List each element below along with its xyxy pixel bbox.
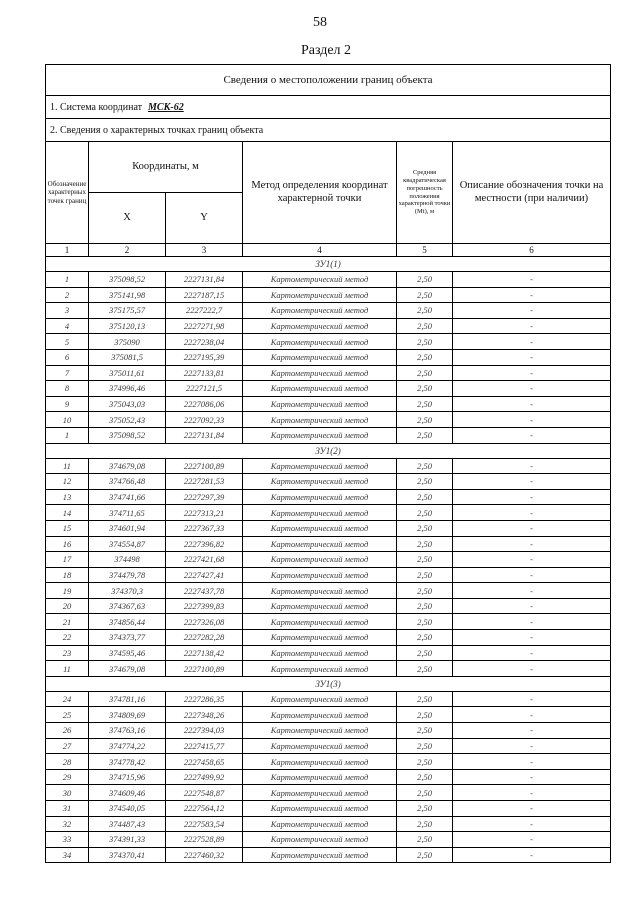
point-description: - xyxy=(453,458,611,474)
point-number: 11 xyxy=(46,661,89,677)
point-accuracy: 2,50 xyxy=(397,583,453,599)
point-x: 374498 xyxy=(89,552,166,568)
point-y: 2227437,78 xyxy=(166,583,243,599)
table-row xyxy=(46,381,611,397)
point-x: 374487,43 xyxy=(89,816,166,832)
point-method: Картометрический метод xyxy=(243,489,397,505)
table-row xyxy=(46,598,611,614)
point-number: 15 xyxy=(46,520,89,536)
point-y: 2227100,89 xyxy=(166,661,243,677)
coord-system-row xyxy=(46,96,611,119)
parcel-group-row xyxy=(46,443,611,458)
point-y: 2227394,03 xyxy=(166,723,243,739)
point-y: 2227100,89 xyxy=(166,458,243,474)
point-number: 12 xyxy=(46,474,89,490)
point-y: 2227499,92 xyxy=(166,769,243,785)
point-accuracy: 2,50 xyxy=(397,645,453,661)
point-method: Картометрический метод xyxy=(243,816,397,832)
point-x: 374774,22 xyxy=(89,738,166,754)
parcel-group-name: ЗУ1(3) xyxy=(46,676,611,691)
point-x: 374766,48 xyxy=(89,474,166,490)
point-y: 2227195,39 xyxy=(166,349,243,365)
point-accuracy: 2,50 xyxy=(397,832,453,848)
point-x: 374781,16 xyxy=(89,691,166,707)
point-accuracy: 2,50 xyxy=(397,754,453,770)
table-row xyxy=(46,707,611,723)
point-y: 2227086,06 xyxy=(166,396,243,412)
table-row xyxy=(46,318,611,334)
header-designation: Обозначение характерных точек границ xyxy=(46,142,89,244)
point-method: Картометрический метод xyxy=(243,769,397,785)
point-accuracy: 2,50 xyxy=(397,505,453,521)
point-method: Картометрический метод xyxy=(243,474,397,490)
point-description: - xyxy=(453,474,611,490)
point-description: - xyxy=(453,614,611,630)
page-number: 58 xyxy=(313,15,327,30)
column-number: 6 xyxy=(453,244,611,257)
point-x: 375098,52 xyxy=(89,272,166,288)
point-number: 4 xyxy=(46,318,89,334)
point-description: - xyxy=(453,427,611,443)
table-row xyxy=(46,614,611,630)
point-x: 374367,63 xyxy=(89,598,166,614)
point-description: - xyxy=(453,536,611,552)
points-heading: 2. Сведения о характерных точках границ объекта xyxy=(46,119,611,142)
table-row xyxy=(46,645,611,661)
table-row xyxy=(46,847,611,863)
point-number: 1 xyxy=(46,272,89,288)
point-y: 2227528,89 xyxy=(166,832,243,848)
point-x: 374595,46 xyxy=(89,645,166,661)
table-row xyxy=(46,583,611,599)
point-accuracy: 2,50 xyxy=(397,847,453,863)
point-method: Картометрический метод xyxy=(243,691,397,707)
point-accuracy: 2,50 xyxy=(397,552,453,568)
point-number: 6 xyxy=(46,349,89,365)
table-title: Сведения о местоположении границ объекта xyxy=(46,65,611,96)
table-row xyxy=(46,801,611,817)
point-x: 375141,98 xyxy=(89,287,166,303)
point-accuracy: 2,50 xyxy=(397,520,453,536)
point-description: - xyxy=(453,318,611,334)
point-description: - xyxy=(453,738,611,754)
table-row xyxy=(46,661,611,677)
table-row xyxy=(46,505,611,521)
point-accuracy: 2,50 xyxy=(397,707,453,723)
point-accuracy: 2,50 xyxy=(397,769,453,785)
table-row xyxy=(46,303,611,319)
point-accuracy: 2,50 xyxy=(397,287,453,303)
point-description: - xyxy=(453,816,611,832)
point-method: Картометрический метод xyxy=(243,567,397,583)
point-accuracy: 2,50 xyxy=(397,365,453,381)
point-accuracy: 2,50 xyxy=(397,396,453,412)
point-description: - xyxy=(453,412,611,428)
point-y: 2227367,33 xyxy=(166,520,243,536)
point-number: 3 xyxy=(46,303,89,319)
point-accuracy: 2,50 xyxy=(397,598,453,614)
coord-system-label: 1. Система координат xyxy=(50,101,143,113)
point-y: 2227458,65 xyxy=(166,754,243,770)
point-method: Картометрический метод xyxy=(243,458,397,474)
point-x: 374715,96 xyxy=(89,769,166,785)
point-x: 374609,46 xyxy=(89,785,166,801)
point-number: 8 xyxy=(46,381,89,397)
point-method: Картометрический метод xyxy=(243,630,397,646)
point-x: 374741,66 xyxy=(89,489,166,505)
point-x: 374370,41 xyxy=(89,847,166,863)
point-x: 375052,43 xyxy=(89,412,166,428)
point-method: Картометрический метод xyxy=(243,427,397,443)
point-y: 2227187,15 xyxy=(166,287,243,303)
point-y: 2227121,5 xyxy=(166,381,243,397)
table-row xyxy=(46,489,611,505)
point-description: - xyxy=(453,691,611,707)
point-x: 375081,5 xyxy=(89,349,166,365)
point-method: Картометрический метод xyxy=(243,412,397,428)
point-number: 9 xyxy=(46,396,89,412)
point-method: Картометрический метод xyxy=(243,287,397,303)
point-y: 2227396,82 xyxy=(166,536,243,552)
column-number: 4 xyxy=(243,244,397,257)
point-method: Картометрический метод xyxy=(243,785,397,801)
point-y: 2227131,84 xyxy=(166,427,243,443)
point-x: 374809,69 xyxy=(89,707,166,723)
header-accuracy: Средняя квадратическая погрешность положения характерной точки (Mt), м xyxy=(397,142,453,244)
point-y: 2227583,54 xyxy=(166,816,243,832)
point-description: - xyxy=(453,365,611,381)
point-accuracy: 2,50 xyxy=(397,816,453,832)
point-y: 2227281,53 xyxy=(166,474,243,490)
point-accuracy: 2,50 xyxy=(397,303,453,319)
point-y: 2227326,08 xyxy=(166,614,243,630)
table-row xyxy=(46,738,611,754)
point-accuracy: 2,50 xyxy=(397,691,453,707)
point-description: - xyxy=(453,505,611,521)
table-row xyxy=(46,552,611,568)
point-x: 375175,57 xyxy=(89,303,166,319)
point-method: Картометрический метод xyxy=(243,661,397,677)
table-row xyxy=(46,567,611,583)
point-method: Картометрический метод xyxy=(243,707,397,723)
point-y: 2227348,26 xyxy=(166,707,243,723)
point-number: 29 xyxy=(46,769,89,785)
parcel-group-name: ЗУ1(2) xyxy=(46,443,611,458)
table-row xyxy=(46,272,611,288)
point-method: Картометрический метод xyxy=(243,520,397,536)
point-description: - xyxy=(453,847,611,863)
point-method: Картометрический метод xyxy=(243,847,397,863)
point-x: 374778,42 xyxy=(89,754,166,770)
table-row xyxy=(46,334,611,350)
point-x: 375090 xyxy=(89,334,166,350)
point-description: - xyxy=(453,567,611,583)
table-row xyxy=(46,691,611,707)
point-x: 374370,3 xyxy=(89,583,166,599)
boundary-points-table xyxy=(45,64,611,863)
point-y: 2227271,98 xyxy=(166,318,243,334)
table-row xyxy=(46,769,611,785)
point-accuracy: 2,50 xyxy=(397,318,453,334)
point-y: 2227282,28 xyxy=(166,630,243,646)
point-number: 30 xyxy=(46,785,89,801)
point-number: 10 xyxy=(46,412,89,428)
point-method: Картометрический метод xyxy=(243,349,397,365)
point-number: 7 xyxy=(46,365,89,381)
point-method: Картометрический метод xyxy=(243,536,397,552)
point-y: 2227297,39 xyxy=(166,489,243,505)
table-row xyxy=(46,412,611,428)
table-row xyxy=(46,785,611,801)
point-description: - xyxy=(453,520,611,536)
point-method: Картометрический метод xyxy=(243,303,397,319)
point-accuracy: 2,50 xyxy=(397,474,453,490)
point-description: - xyxy=(453,381,611,397)
point-description: - xyxy=(453,785,611,801)
point-y: 2227222,7 xyxy=(166,303,243,319)
point-method: Картометрический метод xyxy=(243,365,397,381)
header-x: X xyxy=(89,193,166,244)
point-method: Картометрический метод xyxy=(243,832,397,848)
point-number: 23 xyxy=(46,645,89,661)
point-description: - xyxy=(453,303,611,319)
point-number: 31 xyxy=(46,801,89,817)
point-number: 11 xyxy=(46,458,89,474)
point-description: - xyxy=(453,801,611,817)
point-x: 374856,44 xyxy=(89,614,166,630)
point-number: 26 xyxy=(46,723,89,739)
point-accuracy: 2,50 xyxy=(397,801,453,817)
point-description: - xyxy=(453,645,611,661)
point-y: 2227138,42 xyxy=(166,645,243,661)
point-accuracy: 2,50 xyxy=(397,661,453,677)
point-y: 2227548,87 xyxy=(166,785,243,801)
point-y: 2227415,77 xyxy=(166,738,243,754)
point-y: 2227313,21 xyxy=(166,505,243,521)
point-accuracy: 2,50 xyxy=(397,427,453,443)
point-number: 20 xyxy=(46,598,89,614)
point-method: Картометрический метод xyxy=(243,552,397,568)
point-accuracy: 2,50 xyxy=(397,412,453,428)
point-x: 375011,61 xyxy=(89,365,166,381)
point-x: 374679,08 xyxy=(89,458,166,474)
point-description: - xyxy=(453,583,611,599)
column-number: 5 xyxy=(397,244,453,257)
point-method: Картометрический метод xyxy=(243,505,397,521)
point-accuracy: 2,50 xyxy=(397,381,453,397)
point-x: 374479,78 xyxy=(89,567,166,583)
table-row xyxy=(46,816,611,832)
point-number: 5 xyxy=(46,334,89,350)
point-number: 14 xyxy=(46,505,89,521)
point-number: 34 xyxy=(46,847,89,863)
parcel-group-row xyxy=(46,257,611,272)
point-y: 2227399,83 xyxy=(166,598,243,614)
point-method: Картометрический метод xyxy=(243,272,397,288)
point-accuracy: 2,50 xyxy=(397,723,453,739)
point-number: 18 xyxy=(46,567,89,583)
point-description: - xyxy=(453,334,611,350)
point-description: - xyxy=(453,630,611,646)
point-number: 24 xyxy=(46,691,89,707)
point-x: 374391,33 xyxy=(89,832,166,848)
point-x: 375120,13 xyxy=(89,318,166,334)
point-accuracy: 2,50 xyxy=(397,567,453,583)
point-number: 17 xyxy=(46,552,89,568)
point-accuracy: 2,50 xyxy=(397,458,453,474)
point-description: - xyxy=(453,723,611,739)
header-description: Описание обозначения точки на местности (при наличии) xyxy=(453,142,611,244)
table-row xyxy=(46,458,611,474)
point-x: 374601,94 xyxy=(89,520,166,536)
point-number: 21 xyxy=(46,614,89,630)
point-description: - xyxy=(453,489,611,505)
point-x: 374679,08 xyxy=(89,661,166,677)
table-row xyxy=(46,630,611,646)
column-number: 2 xyxy=(89,244,166,257)
point-accuracy: 2,50 xyxy=(397,272,453,288)
point-number: 25 xyxy=(46,707,89,723)
point-number: 32 xyxy=(46,816,89,832)
point-method: Картометрический метод xyxy=(243,738,397,754)
point-x: 375098,52 xyxy=(89,427,166,443)
point-number: 28 xyxy=(46,754,89,770)
point-x: 374711,65 xyxy=(89,505,166,521)
point-accuracy: 2,50 xyxy=(397,349,453,365)
point-x: 374540,05 xyxy=(89,801,166,817)
point-description: - xyxy=(453,396,611,412)
point-accuracy: 2,50 xyxy=(397,614,453,630)
point-method: Картометрический метод xyxy=(243,645,397,661)
point-accuracy: 2,50 xyxy=(397,630,453,646)
point-method: Картометрический метод xyxy=(243,318,397,334)
point-x: 374763,16 xyxy=(89,723,166,739)
point-description: - xyxy=(453,754,611,770)
point-method: Картометрический метод xyxy=(243,614,397,630)
point-description: - xyxy=(453,272,611,288)
parcel-group-name: ЗУ1(1) xyxy=(46,257,611,272)
point-y: 2227092,33 xyxy=(166,412,243,428)
point-description: - xyxy=(453,349,611,365)
point-description: - xyxy=(453,832,611,848)
point-y: 2227238,04 xyxy=(166,334,243,350)
point-method: Картометрический метод xyxy=(243,396,397,412)
point-y: 2227564,12 xyxy=(166,801,243,817)
parcel-group-row xyxy=(46,676,611,691)
table-row xyxy=(46,754,611,770)
point-method: Картометрический метод xyxy=(243,334,397,350)
point-number: 2 xyxy=(46,287,89,303)
point-method: Картометрический метод xyxy=(243,801,397,817)
point-method: Картометрический метод xyxy=(243,598,397,614)
point-description: - xyxy=(453,661,611,677)
coord-system-value: МСК-62 xyxy=(148,101,184,113)
point-number: 13 xyxy=(46,489,89,505)
point-method: Картометрический метод xyxy=(243,754,397,770)
point-y: 2227131,84 xyxy=(166,272,243,288)
point-method: Картометрический метод xyxy=(243,381,397,397)
point-y: 2227427,41 xyxy=(166,567,243,583)
point-description: - xyxy=(453,598,611,614)
point-accuracy: 2,50 xyxy=(397,489,453,505)
section-title: Раздел 2 xyxy=(300,43,352,58)
point-description: - xyxy=(453,287,611,303)
header-method: Метод определения координат характерной точки xyxy=(243,142,397,244)
table-row xyxy=(46,287,611,303)
table-row xyxy=(46,349,611,365)
point-accuracy: 2,50 xyxy=(397,536,453,552)
point-number: 33 xyxy=(46,832,89,848)
point-accuracy: 2,50 xyxy=(397,334,453,350)
point-description: - xyxy=(453,552,611,568)
table-row xyxy=(46,427,611,443)
point-method: Картометрический метод xyxy=(243,583,397,599)
table-row xyxy=(46,536,611,552)
point-x: 374554,87 xyxy=(89,536,166,552)
point-number: 27 xyxy=(46,738,89,754)
point-y: 2227286,35 xyxy=(166,691,243,707)
point-x: 374373,77 xyxy=(89,630,166,646)
header-y: Y xyxy=(166,193,243,244)
point-y: 2227133,81 xyxy=(166,365,243,381)
point-description: - xyxy=(453,769,611,785)
table-row xyxy=(46,396,611,412)
header-coordinates: Координаты, м xyxy=(89,142,243,193)
point-description: - xyxy=(453,707,611,723)
table-row xyxy=(46,832,611,848)
point-x: 375043,03 xyxy=(89,396,166,412)
column-number: 1 xyxy=(46,244,89,257)
point-y: 2227460,32 xyxy=(166,847,243,863)
point-accuracy: 2,50 xyxy=(397,738,453,754)
column-number: 3 xyxy=(166,244,243,257)
point-y: 2227421,68 xyxy=(166,552,243,568)
table-row xyxy=(46,365,611,381)
table-row xyxy=(46,723,611,739)
table-row xyxy=(46,474,611,490)
point-number: 22 xyxy=(46,630,89,646)
point-number: 16 xyxy=(46,536,89,552)
point-x: 374996,46 xyxy=(89,381,166,397)
point-number: 19 xyxy=(46,583,89,599)
point-number: 1 xyxy=(46,427,89,443)
table-row xyxy=(46,520,611,536)
point-accuracy: 2,50 xyxy=(397,785,453,801)
point-method: Картометрический метод xyxy=(243,723,397,739)
